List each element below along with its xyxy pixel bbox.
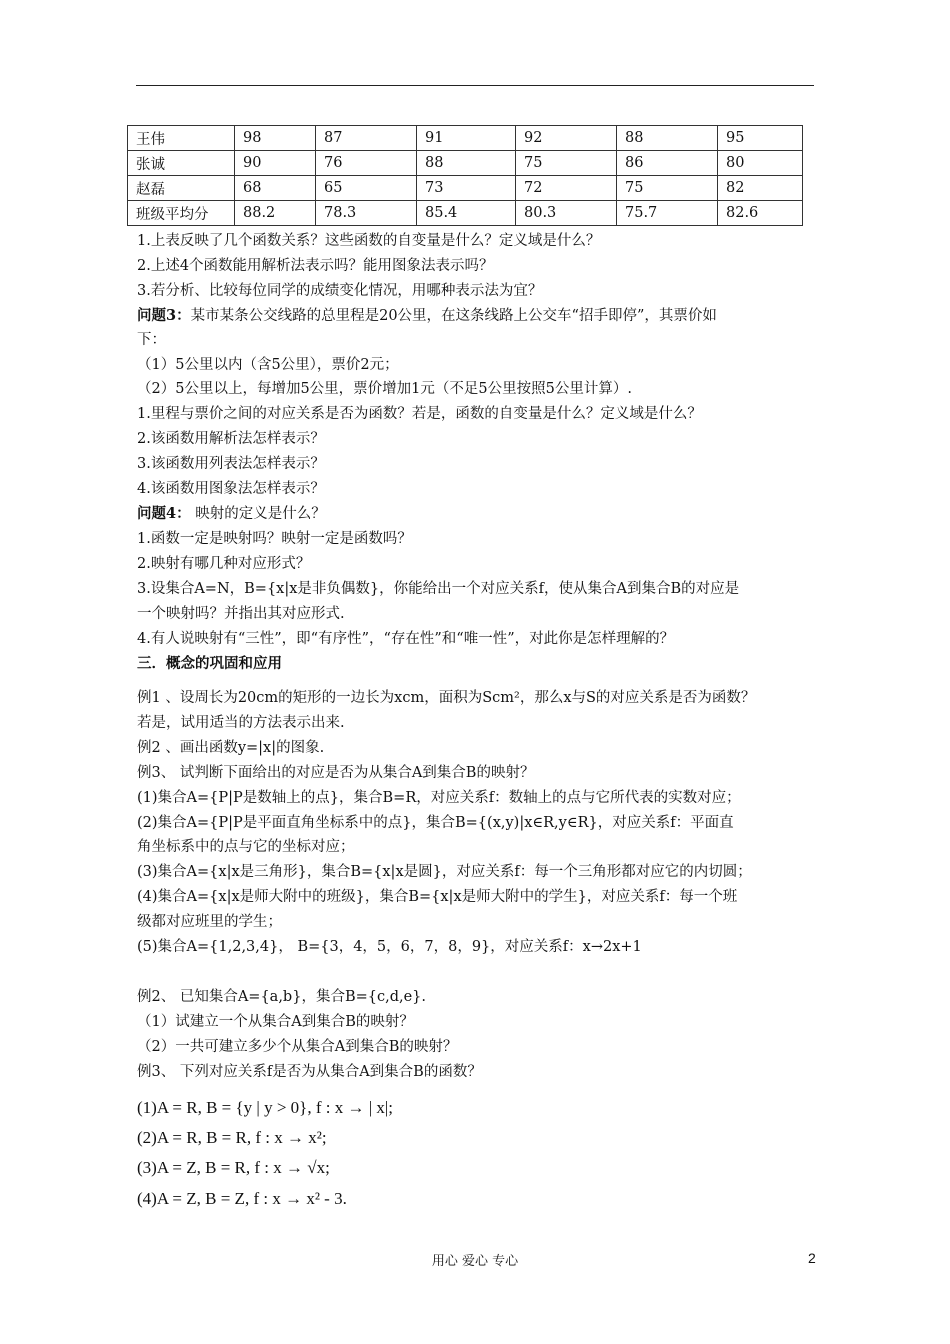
text-line: 问题4： 映射的定义是什么？ — [137, 505, 326, 522]
table-cell: 75.7 — [617, 201, 718, 226]
table-cell: 98 — [235, 126, 316, 151]
table-cell: 78.3 — [316, 201, 417, 226]
table-cell: 72 — [516, 176, 617, 201]
table-cell: 87 — [316, 126, 417, 151]
table-cell: 73 — [417, 176, 516, 201]
text-line: (4)集合A={x|x是师大附中的班级}，集合B={x|x是师大附中的学生}，对应关系f：每一个班 — [137, 889, 738, 905]
text-line: （2）5公里以上，每增加5公里，票价增加1元（不足5公里按照5公里计算）. — [137, 381, 632, 397]
text-line: 一个映射吗？并指出其对应形式. — [137, 606, 345, 622]
table-cell: 班级平均分 — [128, 201, 235, 226]
table-cell: 82 — [718, 176, 803, 201]
table-row — [128, 176, 803, 201]
table-cell: 88.2 — [235, 201, 316, 226]
text-line: (5)集合A={1,2,3,4}， B={3，4，5，6，7，8，9}，对应关系f：x→2x+1 — [137, 939, 642, 955]
text-line: (1)集合A={P|P是数轴上的点}，集合B=R，对应关系f：数轴上的点与它所代表的实数对应； — [137, 790, 741, 806]
table-cell: 80 — [718, 151, 803, 176]
table-cell: 95 — [718, 126, 803, 151]
text-line: 问题3：某市某条公交线路的总里程是20公里，在这条线路上公交车“招手即停”，其票价如 — [137, 307, 717, 324]
table-cell: 88 — [617, 126, 718, 151]
page-footer: 用心 爱心 专心 — [431, 1254, 519, 1269]
text-line: (2)集合A={P|P是平面直角坐标系中的点}，集合B={(x,y)|x∈R,y∈R}，对应关系f：平面直 — [137, 815, 734, 831]
table-cell: 90 — [235, 151, 316, 176]
table-cell: 80.3 — [516, 201, 617, 226]
text-line: （1）5公里以内（含5公里），票价2元； — [137, 357, 399, 373]
text-line: （2）一共可建立多少个从集合A到集合B的映射？ — [137, 1039, 458, 1055]
text-line: 若是，试用适当的方法表示出来. — [137, 715, 345, 731]
text-line: 级都对应班里的学生； — [137, 914, 282, 930]
table-cell: 76 — [316, 151, 417, 176]
text-line: 3.设集合A=N，B={x|x是非负偶数}，你能给出一个对应关系f，使从集合A到集合B的对应是 — [137, 581, 740, 597]
table-row — [128, 201, 803, 226]
table-row — [128, 151, 803, 176]
text-line: 3.该函数用列表法怎样表示？ — [137, 456, 325, 472]
text-line: 例2、 已知集合A={a,b}，集合B={c,d,e}. — [137, 989, 427, 1005]
text-line: 例1 、设周长为20cm的矩形的一边长为xcm，面积为Scm²，那么x与S的对应关系是否为函数？ — [137, 690, 756, 706]
table-cell: 75 — [516, 151, 617, 176]
header-rule — [136, 85, 814, 86]
text-line: (3)集合A={x|x是三角形}，集合B={x|x是圆}，对应关系f：每一个三角形都对应它的内切圆； — [137, 864, 752, 880]
math-formula: (1)A = R, B = {y | y > 0}, f : x → | x|; — [137, 1098, 393, 1117]
text-line: 角坐标系中的点与它的坐标对应； — [137, 839, 355, 855]
table-cell: 75 — [617, 176, 718, 201]
table-cell: 88 — [417, 151, 516, 176]
section-heading: 三．概念的巩固和应用 — [137, 655, 282, 672]
text-line: 例3、 下列对应关系f是否为从集合A到集合B的函数？ — [137, 1064, 482, 1080]
text-line: 2.该函数用解析法怎样表示？ — [137, 431, 325, 447]
text-line: 例2 、画出函数y=|x|的图象. — [137, 740, 325, 756]
table-cell: 65 — [316, 176, 417, 201]
text-line: 4.有人说映射有“三性”，即“有序性”，“存在性”和“唯一性”，对此你是怎样理解的？ — [137, 631, 675, 647]
text-line: 3.若分析、比较每位同学的成绩变化情况，用哪种表示法为宜？ — [137, 283, 543, 299]
text-line: 2.上述4个函数能用解析法表示吗？能用图象法表示吗？ — [137, 258, 494, 274]
table-row — [128, 126, 803, 151]
text-line: 例3、 试判断下面给出的对应是否为从集合A到集合B的映射？ — [137, 765, 535, 781]
math-formula: (3)A = Z, B = R, f : x → √x; — [137, 1158, 330, 1177]
text-line: 1.上表反映了几个函数关系？这些函数的自变量是什么？定义域是什么？ — [137, 233, 601, 249]
table-cell: 86 — [617, 151, 718, 176]
math-formula: (2)A = R, B = R, f : x → x²; — [137, 1128, 327, 1147]
text-line: 1.里程与票价之间的对应关系是否为函数？若是，函数的自变量是什么？定义域是什么？ — [137, 406, 702, 422]
text-line: 4.该函数用图象法怎样表示？ — [137, 481, 325, 497]
table-cell: 85.4 — [417, 201, 516, 226]
table-cell: 赵磊 — [128, 176, 235, 201]
page-number: 2 — [808, 1250, 816, 1266]
table-cell: 91 — [417, 126, 516, 151]
text-line: 2.映射有哪几种对应形式？ — [137, 556, 311, 572]
score-table — [127, 125, 803, 226]
math-formula: (4)A = Z, B = Z, f : x → x² - 3. — [137, 1189, 347, 1208]
table-cell: 68 — [235, 176, 316, 201]
table-cell: 王伟 — [128, 126, 235, 151]
text-line: 1.函数一定是映射吗？映射一定是函数吗？ — [137, 531, 412, 547]
table-cell: 82.6 — [718, 201, 803, 226]
text-line: （1）试建立一个从集合A到集合B的映射？ — [137, 1014, 414, 1030]
text-line: 下： — [137, 332, 166, 348]
table-cell: 92 — [516, 126, 617, 151]
table-cell: 张诚 — [128, 151, 235, 176]
